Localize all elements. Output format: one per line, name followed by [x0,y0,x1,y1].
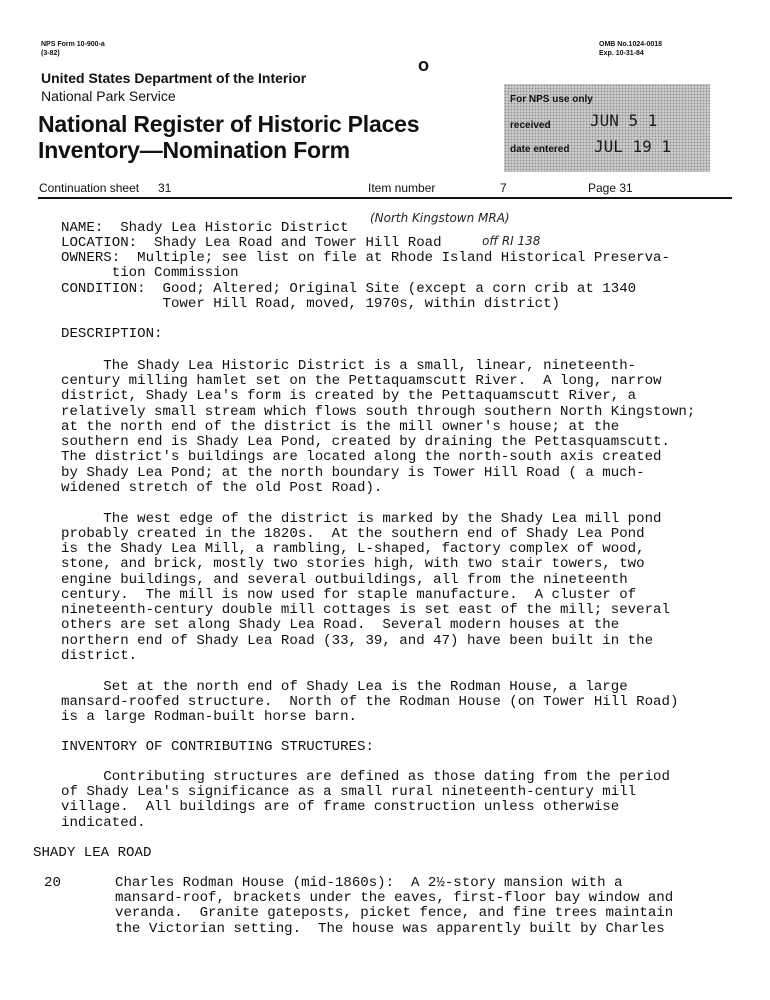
stamp-entered-date: JUL 19 1 [594,137,672,156]
owners-line-cont: tion Commission [61,265,239,281]
paragraph-line: widened stretch of the old Post Road). [61,480,383,496]
paragraph-line: southern end is Shady Lea Pond, created by draining the Pettasquamscutt. [61,434,670,450]
paragraph-line: stone, and brick, mostly two stories high, with two stair towers, two [61,556,645,572]
condition-line: CONDITION: Good; Altered; Original Site (except a corn crib at 1340 [61,281,637,297]
paragraph-line: The west edge of the district is marked by the Shady Lea mill pond [61,511,662,527]
paragraph-line: district. [61,648,138,664]
form-title-line1: National Register of Historic Places [38,111,420,137]
name-line: NAME: Shady Lea Historic District [61,220,349,236]
paragraph-line: others are set along Shady Lea Road. Several modern houses at the [61,617,620,633]
continuation-sheet-number: 31 [158,181,172,195]
paragraph-line: is a large Rodman-built horse barn. [61,709,358,725]
form-revision: (3-82) [41,50,60,57]
handwritten-route-note: off RI 138 [482,234,541,248]
inventory-heading: INVENTORY OF CONTRIBUTING STRUCTURES: [61,739,374,755]
form-title-line2: Inventory—Nomination Form [38,137,350,163]
page-label: Page [588,181,617,195]
paragraph-line: century. The mill is now used for staple manufacture. A cluster of [61,587,637,603]
stamp-use-label: For NPS use only [510,94,593,105]
road-heading: SHADY LEA ROAD [33,845,152,861]
stray-mark: O [418,60,430,75]
stamp-entered-label: date entered [510,144,570,155]
entry-line: the Victorian setting. The house was apparently built by Charles [115,921,665,937]
nps-use-stamp [504,84,710,172]
paragraph-line: at the north end of the district is the mill owner's house; at the [61,419,620,435]
paragraph-line: indicated. [61,815,146,831]
condition-line-cont: Tower Hill Road, moved, 1970s, within district) [61,296,560,312]
entry-line: mansard-roof, brackets under the eaves, first-floor bay window and [115,890,674,906]
paragraph-line: Set at the north end of Shady Lea is the Rodman House, a large [61,679,628,695]
paragraph-line: engine buildings, and several outbuildings, all from the nineteenth [61,572,628,588]
description-heading: DESCRIPTION: [61,326,163,342]
item-number-label: Item number [368,181,436,195]
page-value: 31 [619,181,633,195]
expiration-date: Exp. 10-31-84 [599,50,644,57]
owners-line: OWNERS: Multiple; see list on file at Rhode Island Historical Preserva- [61,250,670,266]
omb-number: OMB No.1024-0018 Exp. 10-31-84 [599,41,663,57]
page-number [588,181,633,195]
form-number: NPS Form 10-900-a (3-82) [41,41,105,57]
paragraph-line: by Shady Lea Pond; at the north boundary is Tower Hill Road ( a much- [61,465,645,481]
paragraph-line: relatively small stream which flows south through southern North Kingstown; [61,404,696,420]
header-divider [38,197,732,199]
service-name: National Park Service [41,88,176,104]
stamp-received-date: JUN 5 1 [590,111,658,130]
stamp-received-label: received [510,120,551,131]
paragraph-line: nineteenth-century double mill cottages is set east of the mill; several [61,602,670,618]
handwritten-mra-note: (North Kingstown MRA) [370,211,510,225]
department-name: United States Department of the Interior [41,70,307,86]
location-line: LOCATION: Shady Lea Road and Tower Hill Road [61,235,442,251]
paragraph-line: is the Shady Lea Mill, a rambling, L-shaped, factory complex of wood, [61,541,645,557]
entry-number: 20 [44,875,61,891]
paragraph-line: district, Shady Lea's form is created by the Pettaquamscutt River, a [61,388,637,404]
entry-line: veranda. Granite gateposts, picket fence, and fine trees maintain [115,905,674,921]
item-number-value: 7 [500,181,507,195]
paragraph-line: century milling hamlet set on the Pettaquamscutt River. A long, narrow [61,373,662,389]
paragraph-line: northern end of Shady Lea Road (33, 39, and 47) have been built in the [61,633,654,649]
paragraph-line: The Shady Lea Historic District is a small, linear, nineteenth- [61,358,637,374]
paragraph-line: The district's buildings are located along the north-south axis created [61,449,662,465]
paragraph-line: mansard-roofed structure. North of the Rodman House (on Tower Hill Road) [61,694,679,710]
paragraph-line: village. All buildings are of frame construction unless otherwise [61,799,620,815]
continuation-sheet-label: Continuation sheet [39,181,140,195]
paragraph-line: Contributing structures are defined as those dating from the period [61,769,670,785]
paragraph-line: probably created in the 1820s. At the southern end of Shady Lea Pond [61,526,645,542]
paragraph-line: of Shady Lea's significance as a small rural nineteenth-century mill [61,784,637,800]
entry-line: Charles Rodman House (mid-1860s): A 2½-story mansion with a [115,875,623,891]
